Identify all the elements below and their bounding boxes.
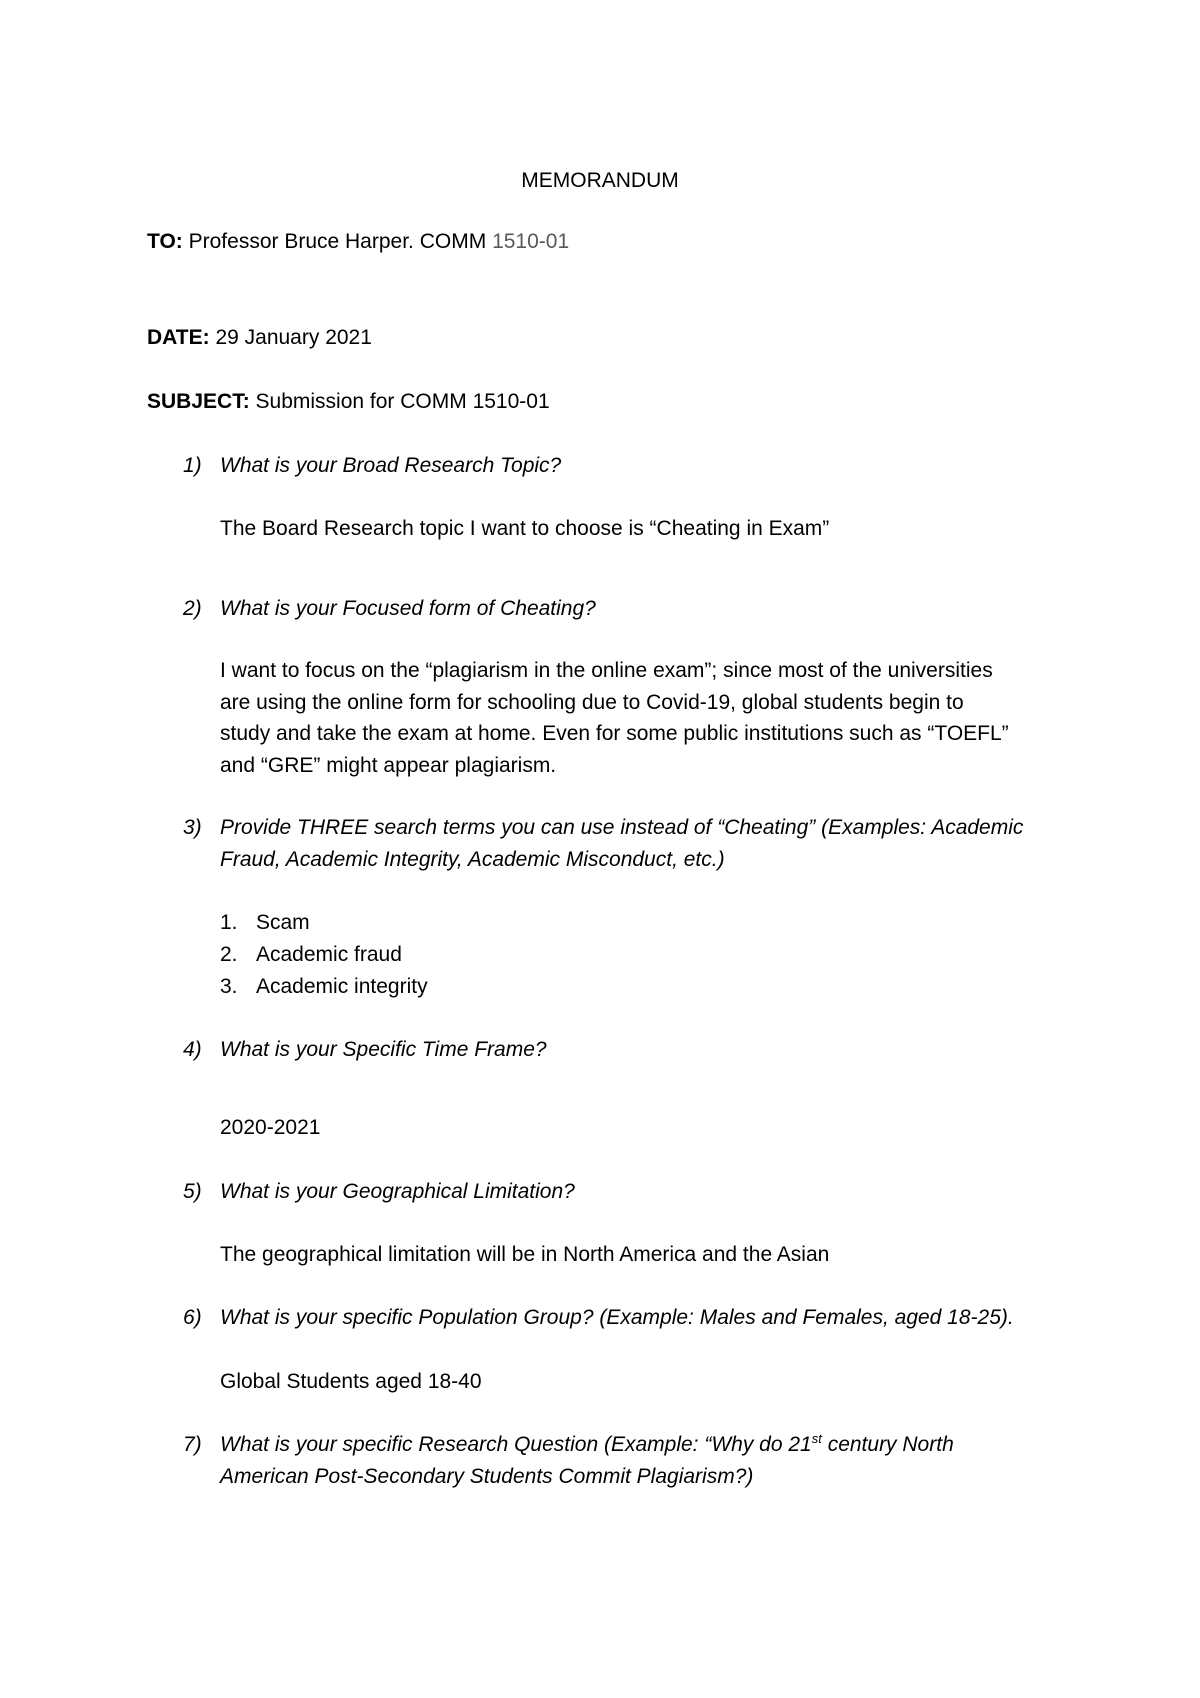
ordinal-suffix: st bbox=[811, 1431, 822, 1446]
question-7-text-line-2: American Post-Secondary Students Commit Plagiarism?) bbox=[220, 1465, 754, 1488]
to-value: Professor Bruce Harper. COMM bbox=[188, 230, 487, 253]
question-1-number: 1) bbox=[183, 454, 202, 477]
question-4-text: What is your Specific Time Frame? bbox=[220, 1038, 547, 1061]
question-5-number: 5) bbox=[183, 1180, 202, 1203]
question-4-number: 4) bbox=[183, 1038, 202, 1061]
answer-6: Global Students aged 18-40 bbox=[220, 1370, 482, 1393]
question-6-number: 6) bbox=[183, 1306, 202, 1329]
subject-label: SUBJECT: bbox=[147, 390, 250, 413]
question-1-text: What is your Broad Research Topic? bbox=[220, 454, 562, 477]
list-item-number: 3. bbox=[220, 975, 238, 998]
answer-4: 2020-2021 bbox=[220, 1116, 321, 1139]
question-7-text-pre: What is your specific Research Question (Example: “Why do 21 bbox=[220, 1433, 812, 1456]
to-line bbox=[147, 226, 569, 258]
date-value: 29 January 2021 bbox=[215, 326, 372, 349]
question-3-number: 3) bbox=[183, 816, 202, 839]
list-item-text: Academic integrity bbox=[256, 975, 428, 998]
answer-1: The Board Research topic I want to choose is “Cheating in Exam” bbox=[220, 517, 830, 540]
question-3-text-line-1: Provide THREE search terms you can use instead of “Cheating” (Examples: Academic bbox=[220, 816, 1024, 839]
answer-2-line-4: and “GRE” might appear plagiarism. bbox=[220, 754, 557, 777]
date-label: DATE: bbox=[147, 326, 210, 349]
subject-line bbox=[147, 386, 550, 418]
question-7-text-line-1 bbox=[220, 1429, 954, 1461]
to-course: 1510-01 bbox=[492, 230, 570, 253]
question-7-number: 7) bbox=[183, 1433, 202, 1456]
question-7-text-post: century North bbox=[821, 1433, 954, 1456]
answer-2-line-1: I want to focus on the “plagiarism in the online exam”; since most of the universities bbox=[220, 659, 993, 682]
answer-5: The geographical limitation will be in North America and the Asian bbox=[220, 1243, 830, 1266]
question-6-text: What is your specific Population Group? (Example: Males and Females, aged 18-25). bbox=[220, 1306, 1014, 1329]
subject-value: Submission for COMM 1510-01 bbox=[255, 390, 550, 413]
list-item-text: Academic fraud bbox=[256, 943, 402, 966]
to-label: TO: bbox=[147, 230, 183, 253]
list-item-number: 2. bbox=[220, 943, 238, 966]
question-2-text: What is your Focused form of Cheating? bbox=[220, 597, 596, 620]
question-3-text-line-2: Fraud, Academic Integrity, Academic Misconduct, etc.) bbox=[220, 848, 725, 871]
list-item-text: Scam bbox=[256, 911, 310, 934]
date-line bbox=[147, 322, 372, 354]
memo-title: MEMORANDUM bbox=[521, 169, 679, 192]
answer-2-line-3: study and take the exam at home. Even for some public institutions such as “TOEFL” bbox=[220, 722, 1009, 745]
list-item-number: 1. bbox=[220, 911, 238, 934]
answer-2-line-2: are using the online form for schooling due to Covid-19, global students begin to bbox=[220, 691, 964, 714]
question-2-number: 2) bbox=[183, 597, 202, 620]
question-5-text: What is your Geographical Limitation? bbox=[220, 1180, 575, 1203]
